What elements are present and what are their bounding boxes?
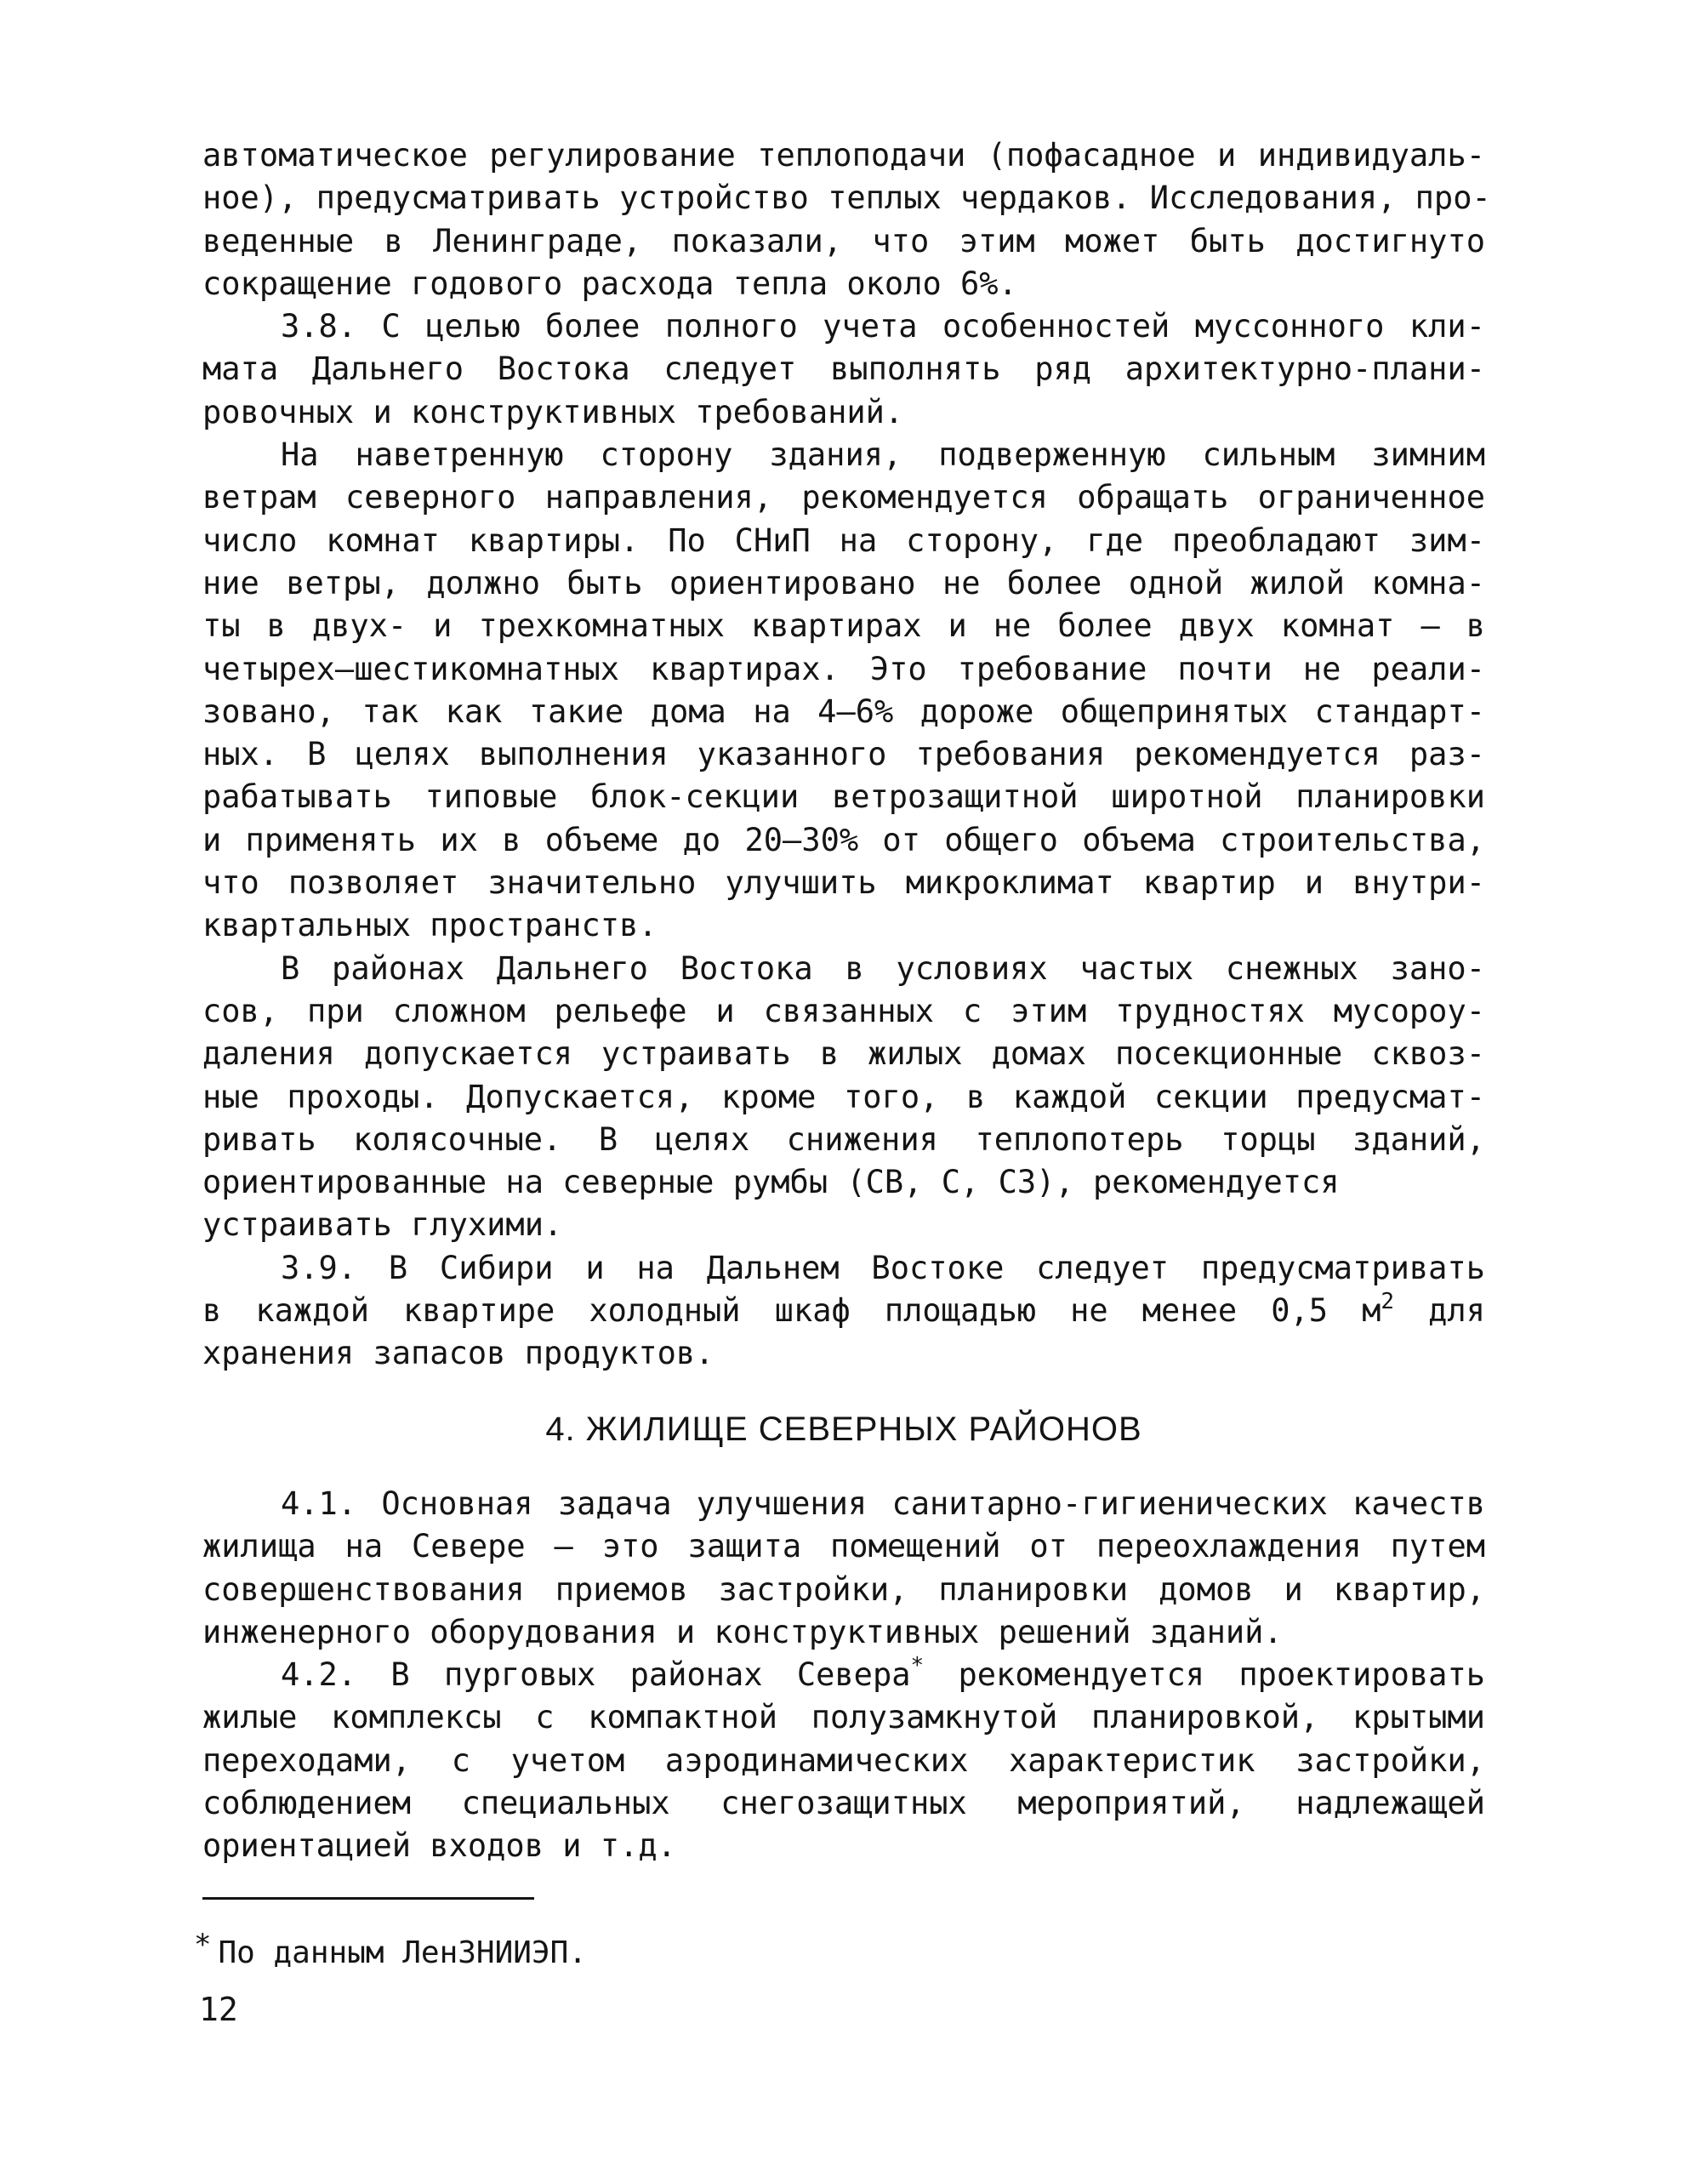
text-line: веденные в Ленинграде, показали, что этим может быть достигнуто: [202, 222, 1485, 259]
text-line: мата Дальнего Востока следует выполнять ряд архитектурно-плани-: [202, 351, 1485, 388]
paragraph-3-9: [202, 1247, 1485, 1376]
footnote: [194, 1924, 587, 1974]
text-line: даления допускается устраивать в жилых домах посекционные сквоз-: [202, 1035, 1485, 1073]
text-line: и применять их в объеме до 20–30% от общего объема строительства,: [202, 821, 1485, 858]
text-line: ные проходы. Допускается, кроме того, в каждой секции предусмат-: [202, 1078, 1485, 1115]
text-span: рекомендуется проектировать: [924, 1656, 1485, 1694]
text-line: ориентацией входов и т.д.: [202, 1827, 676, 1865]
text-line: жилища на Севере – это защита помещений от переохлаждения путем: [202, 1528, 1485, 1565]
footnote-divider: [202, 1897, 534, 1900]
text-span: для: [1394, 1292, 1485, 1330]
text-line: совершенствования приемов застройки, планировки домов и квартир,: [202, 1570, 1485, 1608]
text-line: ние ветры, должно быть ориентировано не более одной жилой комна-: [202, 564, 1485, 601]
footnote-mark: *: [194, 1928, 212, 1962]
paragraph-heating: [202, 134, 1491, 305]
text-line: зовано, так как такие дома на 4–6% дороже общепринятых стандарт-: [202, 692, 1485, 730]
paragraph-3-8: [202, 305, 1485, 434]
text-line: 3.8. С целью более полного учета особенностей муссонного кли-: [281, 308, 1485, 345]
text-line: ровочных и конструктивных требований.: [202, 393, 904, 430]
text-line: жилые комплексы с компактной полузамкнутой планировкой, крытыми: [202, 1699, 1485, 1736]
text-span: в каждой квартире холодный шкаф площадью не менее 0,5 м: [202, 1292, 1381, 1330]
section-heading: 4. ЖИЛИЩЕ СЕВЕРНЫХ РАЙОНОВ: [545, 1410, 1142, 1448]
paragraph-4-2: [202, 1654, 1485, 1867]
page-number: 12: [199, 1991, 238, 2028]
footnote-reference: *: [910, 1652, 925, 1678]
text-span: 4.2. В пурговых районах Севера: [281, 1656, 911, 1694]
footnote-text: По данным ЛенЗНИИЭП.: [218, 1935, 587, 1970]
paragraph-far-east: [202, 948, 1485, 1247]
text-line: квартальных пространств.: [202, 907, 658, 944]
text-line: [202, 1290, 1485, 1332]
paragraph-windward: [202, 434, 1485, 948]
text-line: В районах Дальнего Востока в условиях частых снежных зано-: [281, 949, 1485, 987]
text-line: сокращение годового расхода тепла около 6%.: [202, 265, 1017, 302]
paragraph-4-1: [202, 1483, 1485, 1654]
text-line: ривать колясочные. В целях снижения теплопотерь торцы зданий,: [202, 1120, 1485, 1158]
text-line: автоматическое регулирование теплоподачи (пофасадное и индивидуаль-: [202, 137, 1485, 174]
text-line: 4.1. Основная задача улучшения санитарно-гигиенических качеств: [281, 1485, 1485, 1522]
text-line: устраивать глухими.: [202, 1206, 563, 1244]
text-line: На наветренную сторону здания, подверженную сильным зимним: [281, 436, 1485, 474]
text-line: ориентированные на северные румбы (СВ, С, СЗ), рекомендуется: [202, 1164, 1340, 1201]
text-line: ветрам северного направления, рекомендуется обращать ограниченное: [202, 479, 1485, 516]
text-line: число комнат квартиры. По СНиП на сторону, где преобладают зим-: [202, 521, 1485, 559]
text-line: 3.9. В Сибири и на Дальнем Востоке следует предусматривать: [281, 1249, 1485, 1286]
text-line: четырех–шестикомнатных квартирах. Это требование почти не реали-: [202, 650, 1485, 687]
text-line: соблюдением специальных снегозащитных мероприятий, надлежащей: [202, 1784, 1485, 1821]
text-line: что позволяет значительно улучшить микроклимат квартир и внутри-: [202, 864, 1485, 902]
text-line: рабатывать типовые блок-секции ветрозащитной широтной планировки: [202, 778, 1485, 816]
text-line: [202, 1654, 1485, 1696]
text-line: ты в двух- и трехкомнатных квартирах и не более двух комнат – в: [202, 607, 1485, 645]
text-line: переходами, с учетом аэродинамических характеристик застройки,: [202, 1741, 1485, 1779]
text-line: ных. В целях выполнения указанного требования рекомендуется раз-: [202, 736, 1485, 773]
text-line: хранения запасов продуктов.: [202, 1335, 715, 1372]
superscript: 2: [1381, 1288, 1395, 1314]
text-line: сов, при сложном рельефе и связанных с этим трудностях мусороу-: [202, 992, 1485, 1029]
body-text: [202, 134, 1491, 1868]
text-line: инженерного оборудования и конструктивных решений зданий.: [202, 1613, 1283, 1650]
text-line: ное), предусматривать устройство теплых чердаков. Исследования, про-: [202, 180, 1491, 217]
